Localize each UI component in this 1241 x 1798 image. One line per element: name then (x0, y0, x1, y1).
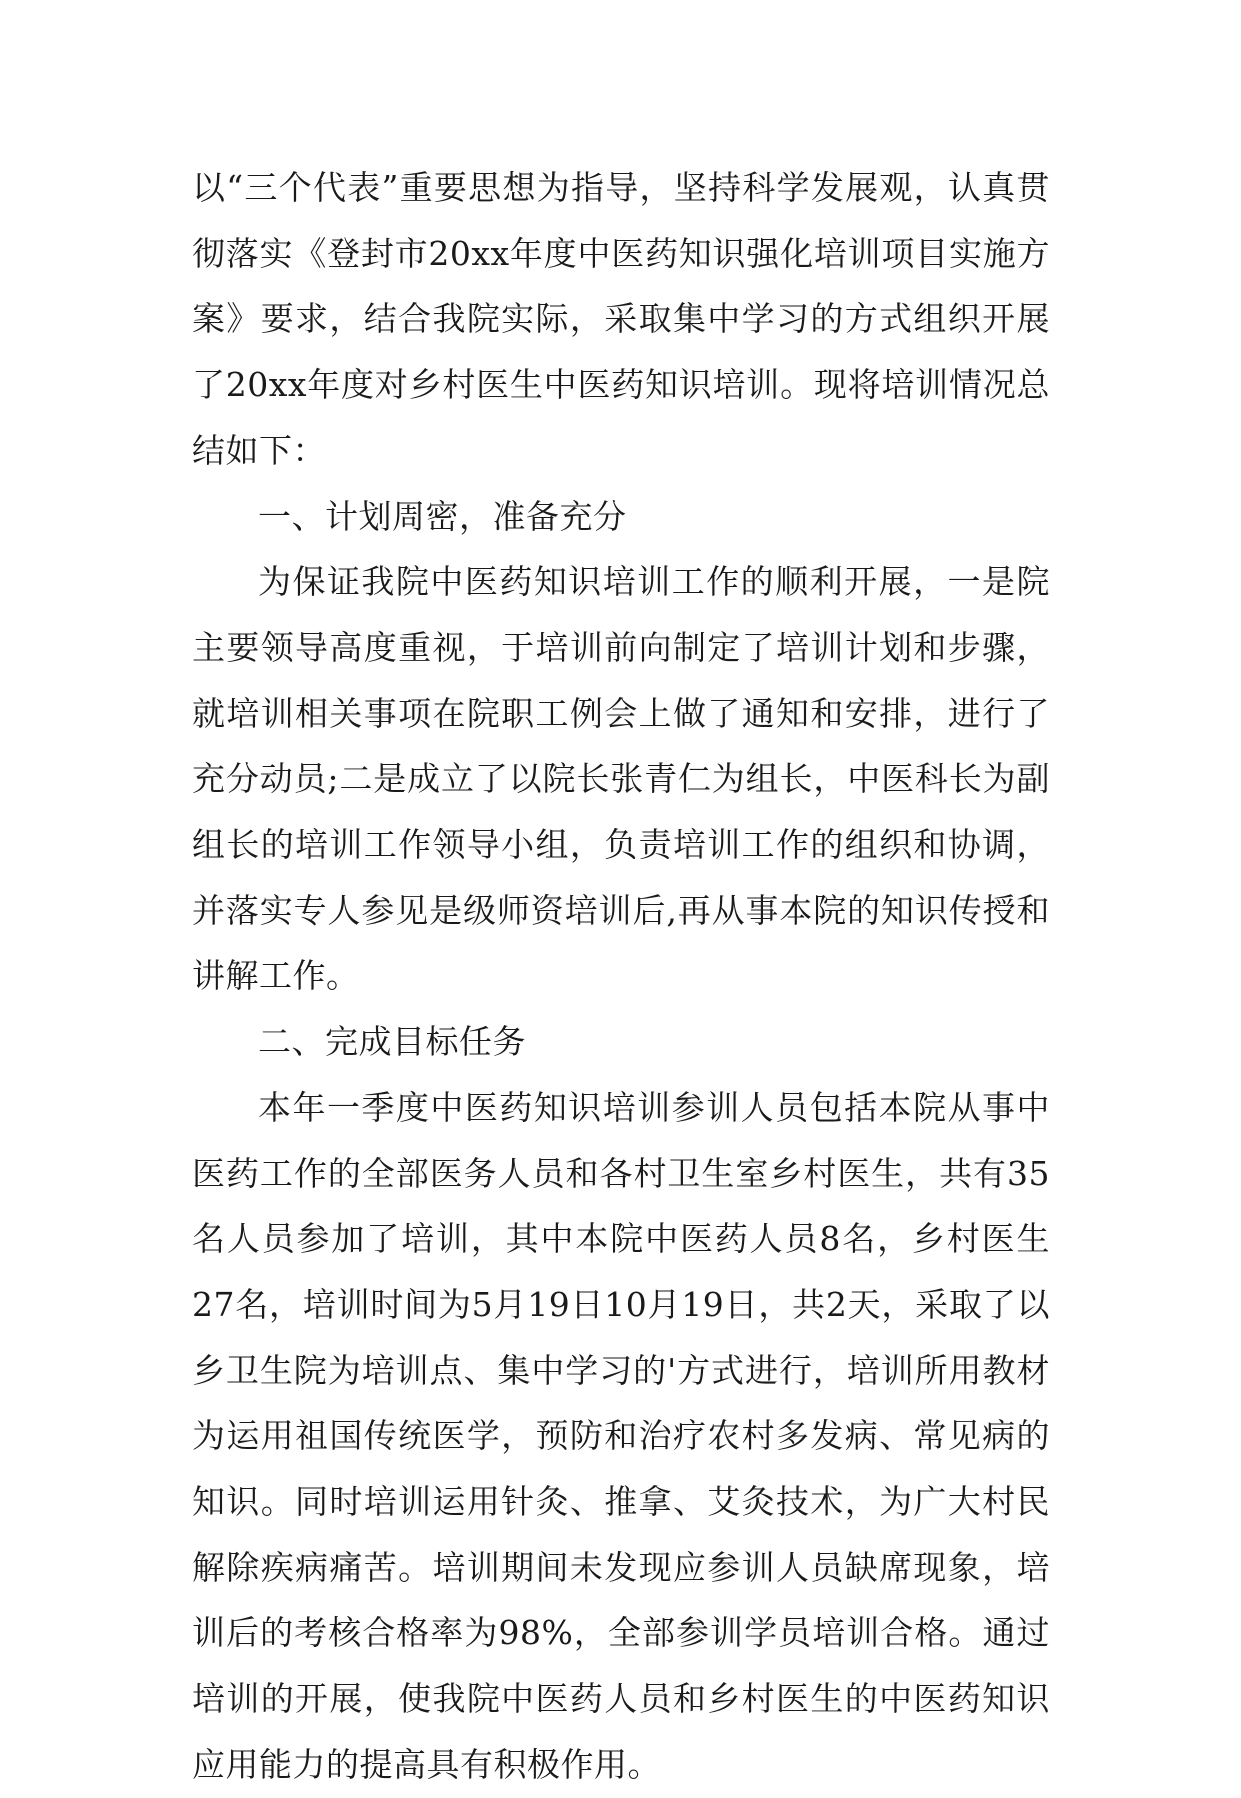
section-heading-2: 二、完成目标任务 (258, 1022, 526, 1062)
section-2-paragraph: 本年一季度中医药知识培训参训人员包括本院从事中医药工作的全部医务人员和各村卫生室乡村医生，共有35名人员参加了培训，其中本院中医药人员8名，乡村医生27名，培训时间为5月19日10月19日，共2天，采取了以乡卫生院为培训点、集中学习的'方式进行，培训所用教材为运用祖国传统医学，预防和治疗农村多发病、常见病的知识。同时培训运用针灸、推拿、艾灸技术，为广大村民解除疾病痛苦。培训期间未发现应参训人员缺席现象，培训后的考核合格率为98%，全部参训学员培训合格。通过培训的开展，使我院中医药人员和乡村医生的中医药知识应用能力的提高具有积极作用。 (192, 1087, 1050, 1784)
section-1-paragraph: 为保证我院中医药知识培训工作的顺利开展，一是院主要领导高度重视，于培训前向制定了培训计划和步骤，就培训相关事项在院职工例会上做了通知和安排，进行了充分动员;二是成立了以院长张青仁为组长，中医科长为副组长的培训工作领导小组，负责培训工作的组织和协调，并落实专人参见是级师资培训后,再从事本院的知识传授和讲解工作。 (192, 562, 1050, 996)
document-body (192, 155, 1050, 1798)
intro-paragraph: 以“三个代表”重要思想为指导，坚持科学发展观，认真贯彻落实《登封市20xx年度中医药知识强化培训项目实施方案》要求，结合我院实际，采取集中学习的方式组织开展了20xx年度对乡村医生中医药知识培训。现将培训情况总结如下： (192, 168, 1050, 470)
section-heading-1: 一、计划周密，准备充分 (258, 496, 627, 536)
